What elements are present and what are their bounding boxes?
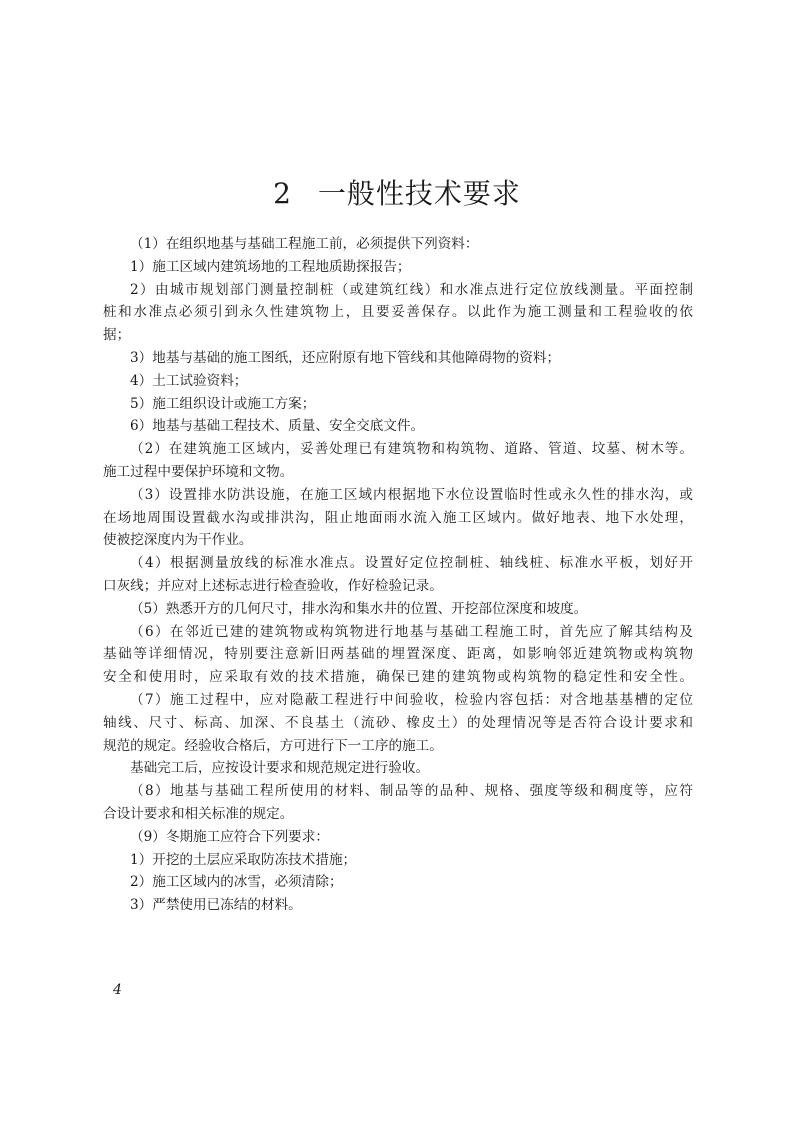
paragraph-line: （4）根据测量放线的标准水准点。设置好定位控制桩、轴线桩、标准水平板，划好开 bbox=[130, 555, 693, 572]
paragraph-line: 3）地基与基础的施工图纸，还应附原有地下管线和其他障碍物的资料； bbox=[130, 349, 561, 366]
paragraph-line: 施工过程中要保护环境和文物。 bbox=[103, 463, 294, 480]
paragraph-line: （5）熟悉开方的几何尺寸，排水沟和集水井的位置、开挖部位深度和坡度。 bbox=[130, 600, 588, 617]
paragraph-line: （2）在建筑施工区域内，妥善处理已有建筑物和构筑物、道路、管道、坟墓、树木等。 bbox=[130, 441, 693, 458]
paragraph-line: 口灰线；并应对上述标志进行检查验收，作好检验记录。 bbox=[103, 577, 443, 594]
paragraph-line: 合设计要求和相关标准的规定。 bbox=[103, 805, 294, 822]
paragraph-line: （3）设置排水防洪设施，在施工区域内根据地下水位设置临时性或永久性的排水沟，或 bbox=[130, 486, 693, 503]
paragraph-line: （1）在组织地基与基础工程施工前，必须提供下列资料： bbox=[130, 236, 479, 252]
page-number: 4 bbox=[113, 982, 122, 998]
paragraph-line: （7）施工过程中，应对隐蔽工程进行中间验收，检验内容包括：对含地基基槽的定位 bbox=[130, 691, 693, 708]
body-text bbox=[103, 233, 693, 917]
paragraph-line: 规范的规定。经验收合格后，方可进行下一工序的施工。 bbox=[103, 737, 443, 754]
section-number: 2 bbox=[273, 177, 292, 210]
paragraph-line: 6）地基与基础工程技术、质量、安全交底文件。 bbox=[130, 418, 425, 435]
paragraph-line: 1）开挖的土层应采取防冻技术措施； bbox=[130, 851, 357, 868]
paragraph-line: 桩和水准点必须引到永久性建筑物上，且要妥善保存。以此作为施工测量和工程验收的依 bbox=[103, 304, 693, 321]
paragraph-line: 2）施工区域内的冰雪，必须清除； bbox=[130, 874, 343, 891]
paragraph-line: 基础等详细情况，特别要注意新旧两基础的埋置深度、距离，如影响邻近建筑物或构筑物 bbox=[103, 646, 693, 663]
paragraph-line: （9）冬期施工应符合下列要求： bbox=[130, 828, 329, 845]
paragraph-line: 5）施工组织设计或施工方案； bbox=[130, 395, 316, 412]
paragraph-line: （6）在邻近已建的建筑物或构筑物进行地基与基础工程施工时，首先应了解其结构及 bbox=[130, 623, 693, 640]
paragraph-line: 3）严禁使用已冻结的材料。 bbox=[130, 897, 302, 914]
paragraph-line: 轴线、尺寸、标高、加深、不良基土（流砂、橡皮土）的处理情况等是否符合设计要求和 bbox=[103, 714, 693, 731]
paragraph-line: 安全和使用时，应采取有效的技术措施，确保已建的建筑物或构筑物的稳定性和安全性。 bbox=[103, 669, 693, 686]
paragraph-line: 使被挖深度内为干作业。 bbox=[103, 532, 253, 549]
paragraph-line: 2）由城市规划部门测量控制桩（或建筑红线）和水准点进行定位放线测量。平面控制 bbox=[130, 281, 693, 298]
paragraph-line: 基础完工后，应按设计要求和规范规定进行验收。 bbox=[130, 760, 430, 777]
paragraph-line: 4）土工试验资料； bbox=[130, 372, 248, 389]
section-heading bbox=[0, 172, 794, 212]
paragraph-line: 在场地周围设置截水沟或排洪沟，阻止地面雨水流入施工区域内。做好地表、地下水处理， bbox=[103, 509, 693, 526]
paragraph-line: （8）地基与基础工程所使用的材料、制品等的品种、规格、强度等级和稠度等，应符 bbox=[130, 783, 693, 800]
paragraph-line: 1）施工区域内建筑场地的工程地质勘探报告； bbox=[130, 258, 411, 275]
section-title: 一般性技术要求 bbox=[317, 177, 521, 210]
paragraph-line: 据； bbox=[103, 327, 131, 344]
